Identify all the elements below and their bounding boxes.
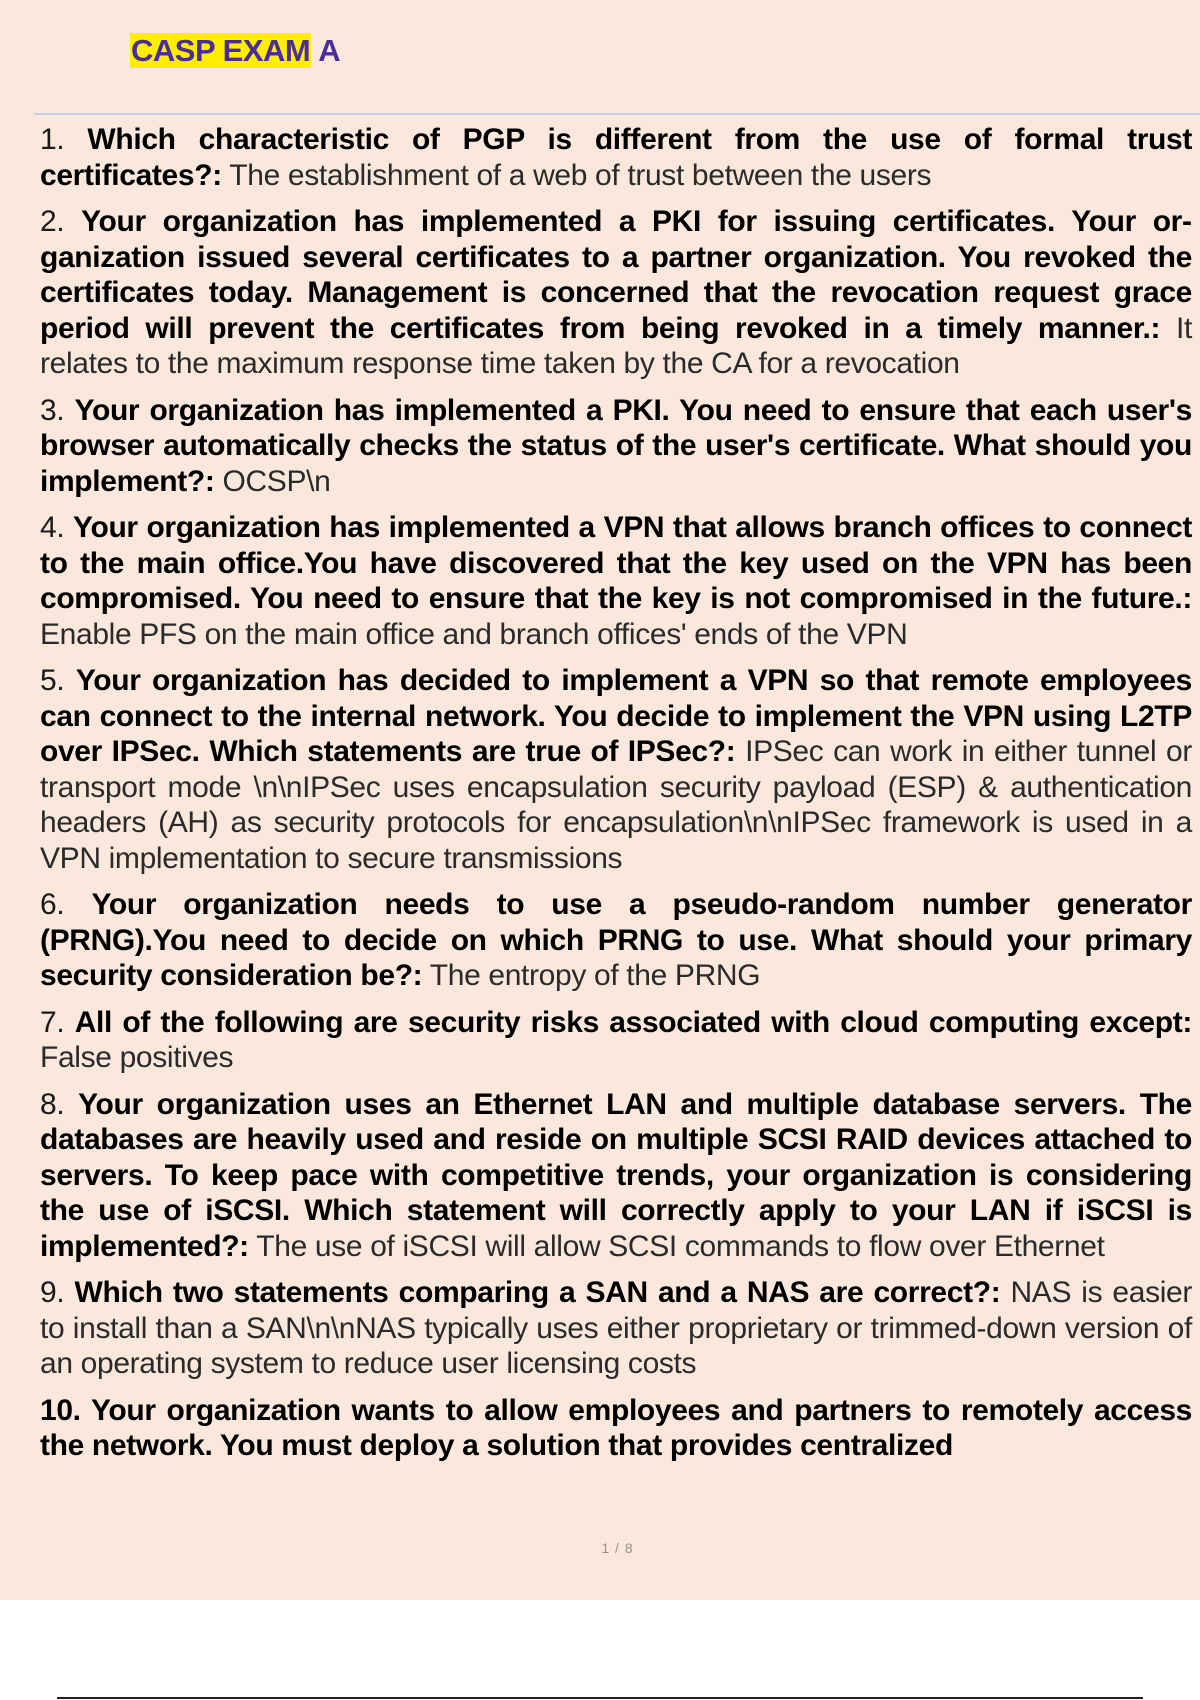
answer-text: False positives bbox=[40, 1041, 234, 1074]
header-divider bbox=[34, 113, 1200, 115]
answer-text: The entropy of the PRNG bbox=[422, 959, 761, 992]
question-text: Your organization has implemented a PKI for issuing certificates. Your organization issued several certificates to a partner organization. You revoked the certificates today. Management is concerned that the revocation request grace period will prevent the certificates from being revoked in a timely manner.: bbox=[40, 205, 1193, 345]
question-text: All of the following are security risks associated with cloud computing except: bbox=[74, 1005, 1192, 1039]
answer-text: The use of iSCSI will allow SCSI commands to flow over Ethernet bbox=[248, 1229, 1105, 1263]
question-text: Your organization wants to allow employees and partners to remotely access the network. You must deploy a solution that provides centralized bbox=[40, 1393, 1192, 1462]
question-item-9 bbox=[40, 1275, 1192, 1382]
question-text: Your organization has decided to implement a VPN so that remote employees can connect to the internal network. You decide to implement the VPN using L2TP over IPSec. Which statements are true of IPSec?: bbox=[40, 664, 1192, 768]
question-text: Your organization has implemented a PKI. You need to ensure that each user's browser automatically checks the status of the user's certificate. What should you implement?: bbox=[40, 393, 1192, 498]
question-number: 9. bbox=[40, 1276, 75, 1309]
question-number: 10. bbox=[40, 1393, 91, 1427]
question-item-2 bbox=[40, 204, 1192, 382]
question-number: 3. bbox=[40, 393, 75, 427]
question-item-1 bbox=[40, 122, 1192, 193]
question-text: Which two statements comparing a SAN and a NAS are correct?: bbox=[74, 1276, 1001, 1309]
answer-text: It relates to the maximum response time taken by the CA for a revocation bbox=[40, 311, 1192, 380]
question-text: Your organization has implemented a VPN that allows branch offices to connect to the main office.You have discovered that the key used on the VPN has been compromised. You need to ensure that the key is not compromised in the future.: bbox=[40, 511, 1192, 615]
answer-text: OCSP\n bbox=[214, 464, 331, 498]
question-number: 5. bbox=[40, 664, 76, 697]
question-number: 1. bbox=[40, 123, 88, 156]
document-title bbox=[130, 30, 340, 72]
title-highlight: CASP EXAM bbox=[131, 33, 311, 68]
question-text: Which characteristic of PGP is different from the use of formal trust certificates?: bbox=[40, 123, 1193, 192]
page-indicator: 1 / 8 bbox=[601, 1540, 634, 1556]
answer-text: Enable PFS on the main office and branch offices' ends of the VPN bbox=[40, 617, 908, 651]
question-number: 2. bbox=[40, 205, 82, 238]
answer-text: NAS is easier to install than a SAN\n\nNAS typically uses either proprietary or trimmed-down version of an operating system to reduce user licensing costs bbox=[40, 1276, 1193, 1380]
question-item-10 bbox=[40, 1393, 1192, 1464]
answer-text: The establishment of a web of trust between the users bbox=[221, 158, 932, 192]
question-number: 4. bbox=[40, 511, 74, 544]
question-item-3 bbox=[40, 393, 1192, 500]
question-text: Your organization needs to use a pseudo-random number generator (PRNG).You need to decide on which PRNG to use. What should your primary security consideration be?: bbox=[40, 888, 1192, 992]
question-item-8 bbox=[40, 1087, 1192, 1265]
question-item-6 bbox=[40, 887, 1192, 994]
title-suffix: A bbox=[311, 33, 341, 68]
document-header bbox=[130, 30, 340, 72]
question-number: 6. bbox=[40, 888, 92, 921]
question-number: 8. bbox=[40, 1087, 79, 1121]
question-text: Your organization uses an Ethernet LAN and multiple database servers. The databases are heavily used and reside on multiple SCSI RAID devices attached to servers. To keep pace with competitive trends, your organization is considering the use of iSCSI. Which statement will correctly apply to your LAN if iSCSI is implemented?: bbox=[40, 1087, 1192, 1263]
question-item-4 bbox=[40, 510, 1192, 652]
question-item-5 bbox=[40, 663, 1192, 876]
question-item-7 bbox=[40, 1005, 1192, 1076]
question-list bbox=[40, 122, 1192, 1475]
footer-rule bbox=[57, 1697, 1143, 1699]
question-number: 7. bbox=[40, 1005, 75, 1039]
answer-text: IPSec can work in either tunnel or transport mode \n\nIPSec uses encapsulation security payload (ESP) & authentication headers (AH) as security protocols for encapsulation\n\nIPSec framework is used in a VPN implementation to secure transmissions bbox=[40, 735, 1192, 875]
